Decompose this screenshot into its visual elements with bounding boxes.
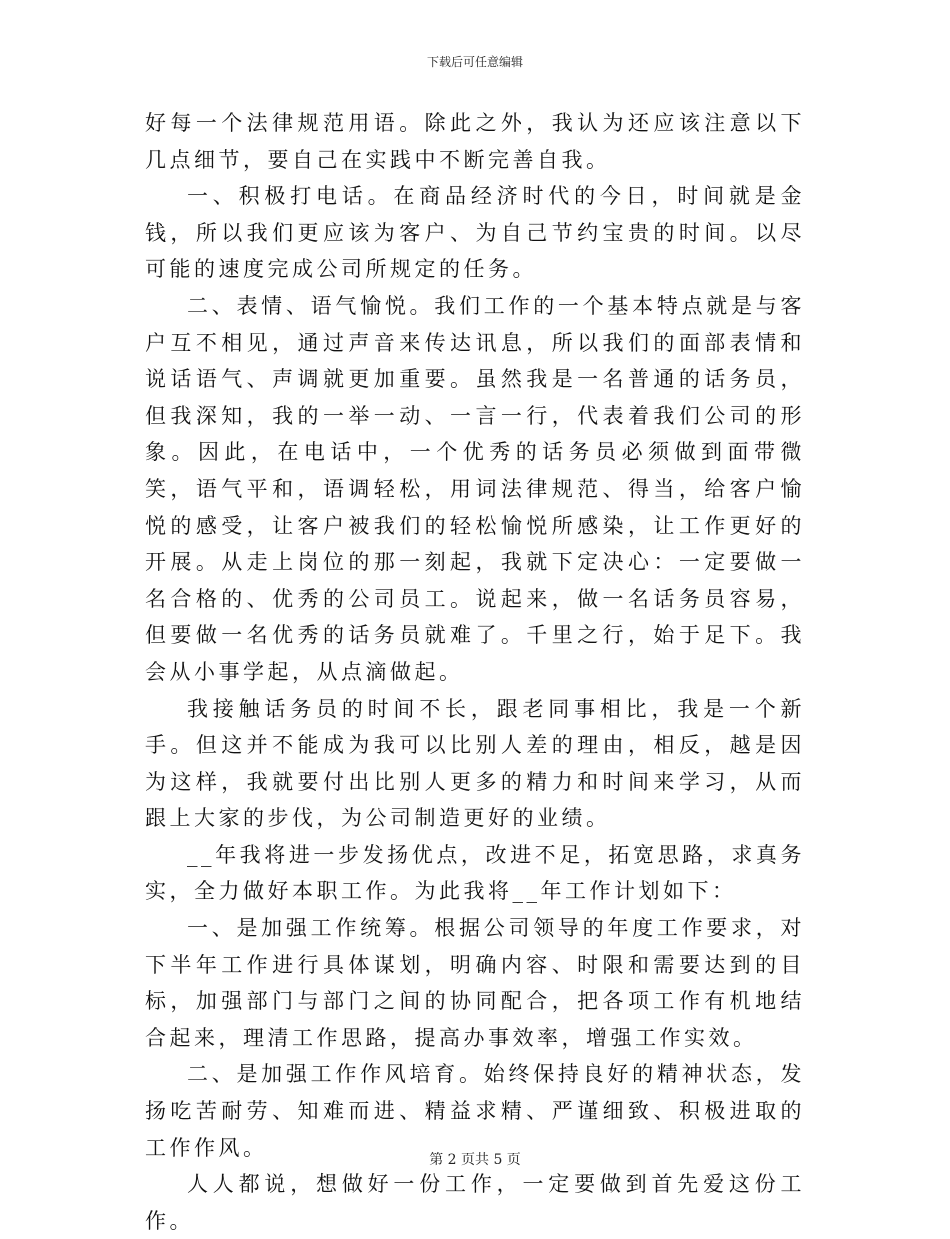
paragraph-4: 我接触话务员的时间不长，跟老同事相比，我是一个新手。但这并不能成为我可以比别人差的理由，相反，越是因为这样，我就要付出比别人更多的精力和时间来学习，从而跟上大家的步伐，为公司制造更好的业绩。 <box>145 696 805 831</box>
paragraph-5: __年我将进一步发扬优点，改进不足，拓宽思路，求真务实，全力做好本职工作。为此我将__年工作计划如下： <box>145 842 805 904</box>
paragraph-7: 二、是加强工作作风培育。始终保持良好的精神状态，发扬吃苦耐劳、知难而进、精益求精、严谨细致、积极进取的工作作风。 <box>145 1062 805 1160</box>
paragraph-8: 人人都说，想做好一份工作，一定要做到首先爱这份工作。 <box>145 1172 805 1233</box>
paragraph-6: 一、是加强工作统筹。根据公司领导的年度工作要求，对下半年工作进行具体谋划，明确内容、时限和需要达到的目标，加强部门与部门之间的协同配合，把各项工作有机地结合起来，理清工作思路，提高办事效率，增强工作实效。 <box>145 916 805 1050</box>
paragraph-3: 二、表情、语气愉悦。我们工作的一个基本特点就是与客户互不相见，通过声音来传达讯息，所以我们的面部表情和说话语气、声调就更加重要。虽然我是一名普通的话务员，但我深知，我的一举一动、一言一行，代表着我们公司的形象。因此，在电话中，一个优秀的话务员必须做到面带微笑，语气平和，语调轻松，用词法律规范、得当，给客户愉悦的感受，让客户被我们的轻松愉悦所感染，让工作更好的开展。从走上岗位的那一刻起，我就下定决心：一定要做一名合格的、优秀的公司员工。说起来，做一名话务员容易，但要做一名优秀的话务员就难了。千里之行，始于足下。我会从小事学起，从点滴做起。 <box>145 293 805 684</box>
document-body <box>145 105 805 1239</box>
paragraph-2: 一、积极打电话。在商品经济时代的今日，时间就是金钱，所以我们更应该为客户、为自己节约宝贵的时间。以尽可能的速度完成公司所规定的任务。 <box>145 184 805 282</box>
page-number: 第 2 页共 5 页 <box>429 1152 521 1168</box>
paragraph-1: 好每一个法律规范用语。除此之外，我认为还应该注意以下几点细节，要自己在实践中不断完善自我。 <box>145 111 805 172</box>
page-header-note: 下载后可任意编辑 <box>426 55 523 69</box>
